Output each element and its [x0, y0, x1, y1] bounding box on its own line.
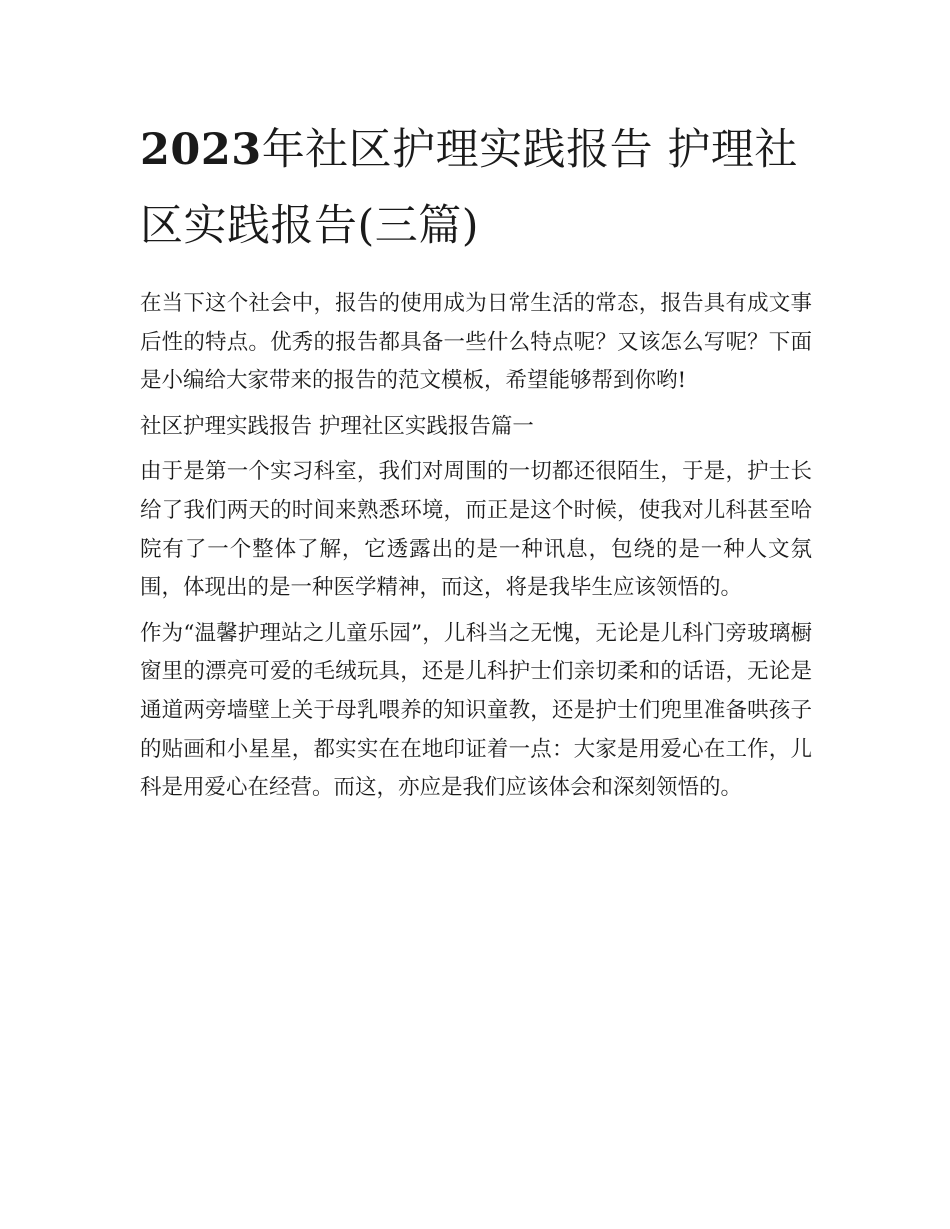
- intro-paragraph: 在当下这个社会中，报告的使用成为日常生活的常态，报告具有成文事后性的特点。优秀的报告都具备一些什么特点呢？又该怎么写呢？下面是小编给大家带来的报告的范文模板，希望能够帮到你哟!: [140, 291, 812, 394]
- body-paragraph: 由于是第一个实习科室，我们对周围的一切都还很陌生，于是，护士长给了我们两天的时间来熟悉环境，而正是这个时候，使我对儿科甚至哈院有了一个整体了解，它透露出的是一种讯息，包绕的是一种人文氛围，体现出的是一种医学精神，而这，将是我毕生应该领悟的。: [140, 459, 812, 601]
- document-page: [140, 112, 812, 808]
- document-title: [140, 112, 812, 264]
- section-heading: 社区护理实践报告 护理社区实践报告篇一: [140, 413, 534, 439]
- title-year: 2023: [140, 125, 262, 175]
- body-paragraph: 作为“温馨护理站之儿童乐园”，儿科当之无愧，无论是儿科门旁玻璃橱窗里的漂亮可爱的毛绒玩具，还是儿科护士们亲切柔和的话语，无论是通道两旁墙壁上关于母乳喂养的知识童教，还是护士们兜里准备哄孩子的贴画和小星星，都实实在在地印证着一点：大家是用爱心在工作，儿科是用爱心在经营。而这，亦应是我们应该体会和深刻领悟的。: [140, 620, 812, 801]
- title-text: 年社区护理实践报告 护理社区实践报告(三篇): [140, 125, 798, 251]
